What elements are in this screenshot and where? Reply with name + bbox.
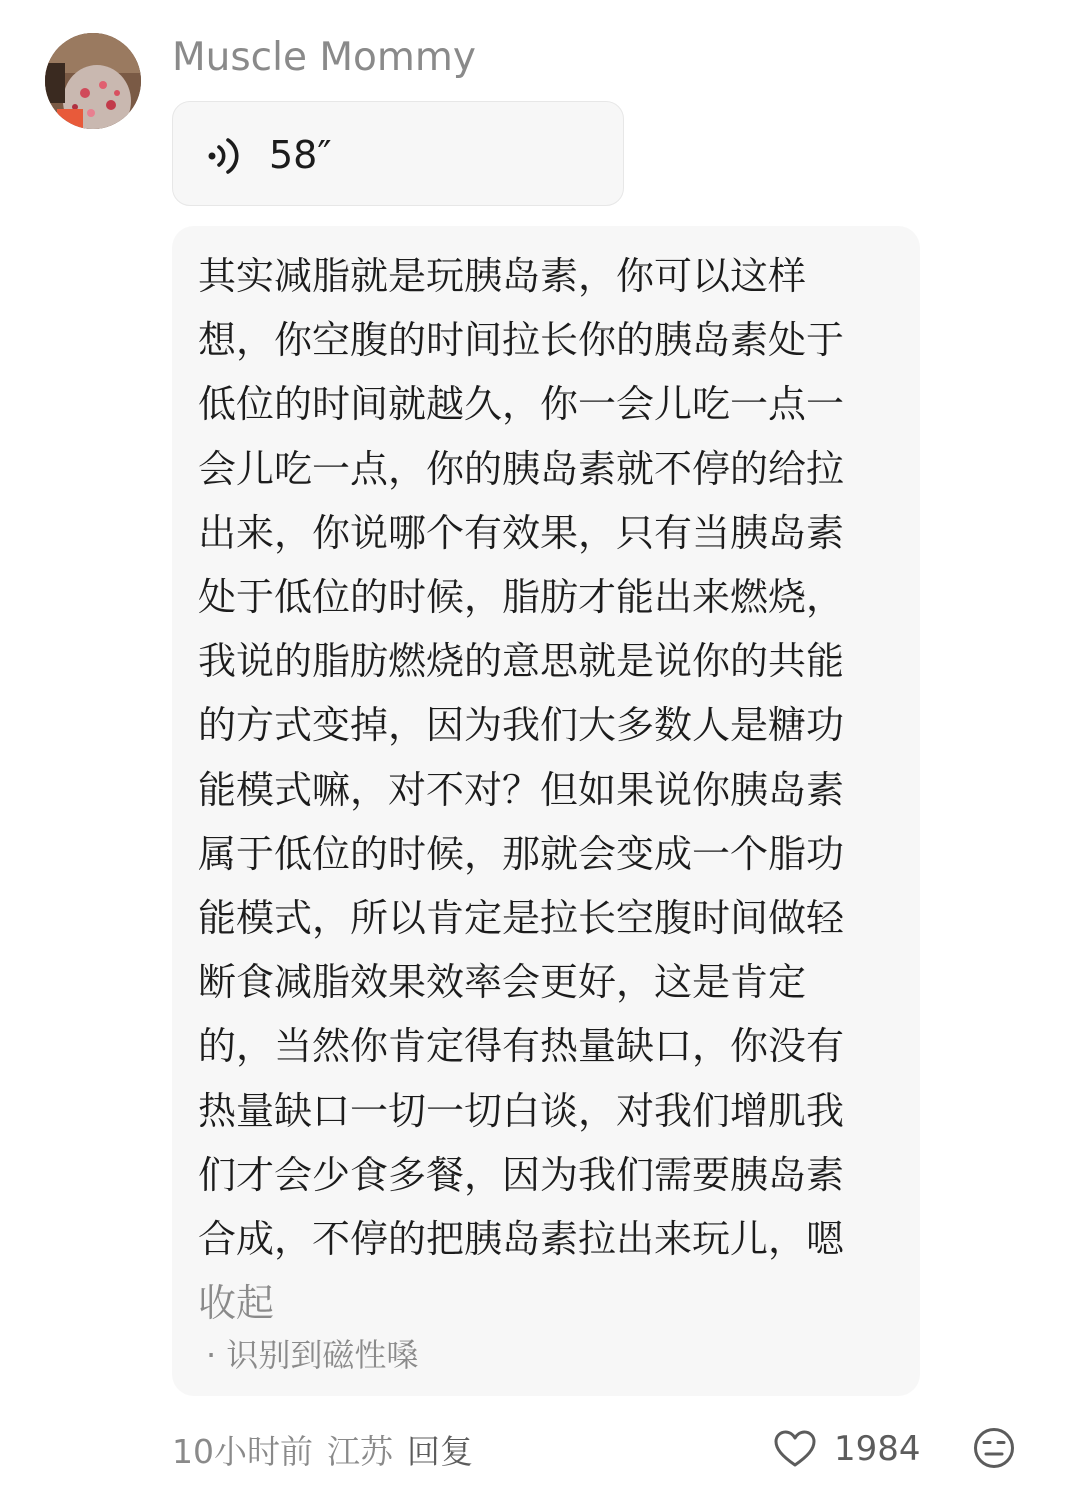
emoji-button[interactable] [973,1427,1015,1469]
voice-wave-icon [207,136,243,176]
collapse-link[interactable]: 收起 [198,1281,275,1326]
emoji-icon [973,1427,1015,1469]
like-count: 1984 [834,1429,921,1469]
voice-recognition-tag: · 识别到磁性嗓 [206,1336,419,1374]
comment-time: 10小时前 [172,1431,313,1471]
comment-location: 江苏 [327,1431,393,1471]
comment-footer [172,1421,487,1477]
heart-icon [774,1430,816,1468]
avatar-image [45,33,141,129]
like-button[interactable] [774,1424,921,1474]
voice-message-bubble[interactable] [172,101,624,206]
transcript-card [172,226,920,1396]
transcript-text [198,244,868,1335]
username[interactable]: Muscle Mommy [172,35,476,80]
reply-button[interactable]: 回复 [407,1431,473,1471]
transcript-body: 其实减脂就是玩胰岛素，你可以这样想，你空腹的时间拉长你的胰岛素处于低位的时间就越久，你一会儿吃一点一会儿吃一点，你的胰岛素就不停的给拉出来，你说哪个有效果，只有当胰岛素处于低位的时候，脂肪才能出来燃烧，我说的脂肪燃烧的意思就是说你的共能的方式变掉，因为我们大多数人是糖功能模式嘛，对不对？但如果说你胰岛素属于低位的时候，那就会变成一个脂功能模式，所以肯定是拉长空腹时间做轻断食减脂效果效率会更好，这是肯定的，当然你肯定得有热量缺口，你没有热量缺口一切一切白谈，对我们增肌我们才会少食多餐，因为我们需要胰岛素合成，不停的把胰岛素拉出来玩儿，嗯 [198,254,845,1262]
voice-duration: 58″ [269,133,332,177]
avatar[interactable] [45,33,141,129]
